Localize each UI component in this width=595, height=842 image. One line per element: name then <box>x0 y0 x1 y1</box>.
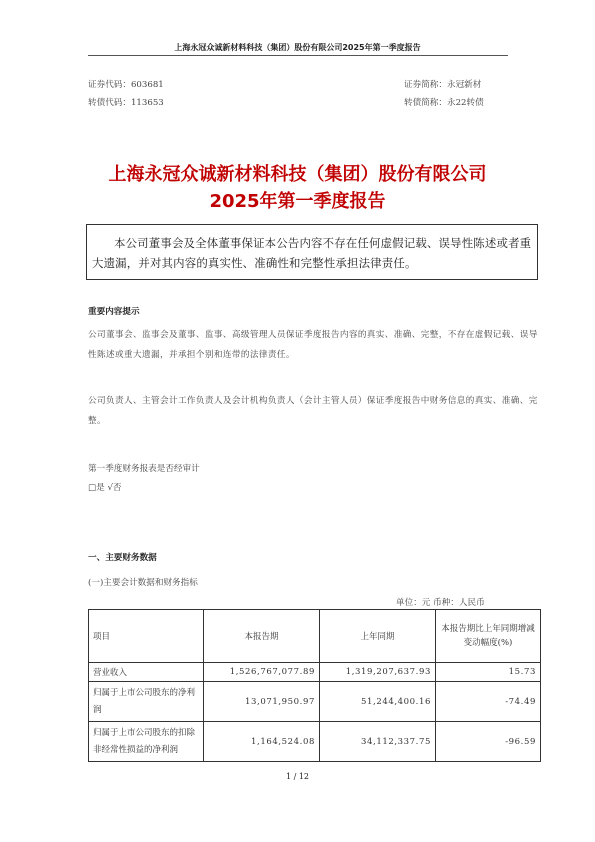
table-header-row <box>89 610 541 663</box>
report-title-line1: 上海永冠众诚新材料科技（集团）股份有限公司 <box>108 164 487 185</box>
cell-prior: 51,244,400.16 <box>320 682 436 722</box>
cell-current: 13,071,950.97 <box>204 682 320 722</box>
stock-abbreviation: 证券简称：永冠新材 <box>404 80 482 90</box>
cell-change: -96.59 <box>436 722 541 762</box>
cell-item: 归属于上市公司股东的扣除非经常性损益的净利润 <box>89 722 204 762</box>
notice-text: 本公司董事会及全体董事保证本公告内容不存在任何虚假记载、误导性陈述或者重大遗漏，并对其内容的真实性、准确性和完整性承担法律责任。 <box>92 236 532 270</box>
cell-item: 归属于上市公司股东的净利润 <box>89 682 204 722</box>
bond-code: 转债代码：113653 <box>88 98 164 108</box>
header-rule <box>88 55 508 56</box>
header-cell-change: 本报告期比上年同期增减变动幅度(%) <box>436 610 541 663</box>
section-heading: 一、主要财务数据 <box>88 553 157 563</box>
cell-change: -74.49 <box>436 682 541 722</box>
page-number: 1 / 12 <box>285 772 310 781</box>
audit-answer: □是 √否 <box>88 483 122 493</box>
cell-item: 营业收入 <box>89 663 204 682</box>
table-row <box>89 682 541 722</box>
key-tips-heading: 重要内容提示 <box>88 307 140 317</box>
cell-prior: 34,112,337.75 <box>320 722 436 762</box>
key-tips-paragraph-2: 公司负责人、主管会计工作负责人及会计机构负责人（会计主管人员）保证季度报告中财务信息的真实、准确、完整。 <box>88 396 538 426</box>
unit-note: 单位：元 币种：人民币 <box>396 598 485 608</box>
cell-current: 1,526,767,077.89 <box>204 663 320 682</box>
key-tips-paragraph-1: 公司董事会、监事会及董事、监事、高级管理人员保证季度报告内容的真实、准确、完整，不存在虚假记载、误导性陈述或重大遗漏，并承担个别和连带的法律责任。 <box>88 330 538 360</box>
cell-change: 15.73 <box>436 663 541 682</box>
bond-abbreviation: 转债简称：永22转债 <box>404 98 484 108</box>
table-row <box>89 663 541 682</box>
cell-prior: 1,319,207,637.93 <box>320 663 436 682</box>
header-cell-item: 项目 <box>89 610 204 663</box>
financial-data-table <box>88 609 541 762</box>
audit-question: 第一季度财务报表是否经审计 <box>88 464 200 474</box>
running-header: 上海永冠众诚新材料科技（集团）股份有限公司2025年第一季度报告 <box>174 43 421 52</box>
report-title-line2: 2025年第一季度报告 <box>209 191 386 212</box>
header-cell-current: 本报告期 <box>204 610 320 663</box>
header-cell-prior: 上年同期 <box>320 610 436 663</box>
cell-current: 1,164,524.08 <box>204 722 320 762</box>
stock-code: 证券代码：603681 <box>88 80 164 90</box>
sub-section-heading: (一)主要会计数据和财务指标 <box>88 578 198 588</box>
table-row <box>89 722 541 762</box>
